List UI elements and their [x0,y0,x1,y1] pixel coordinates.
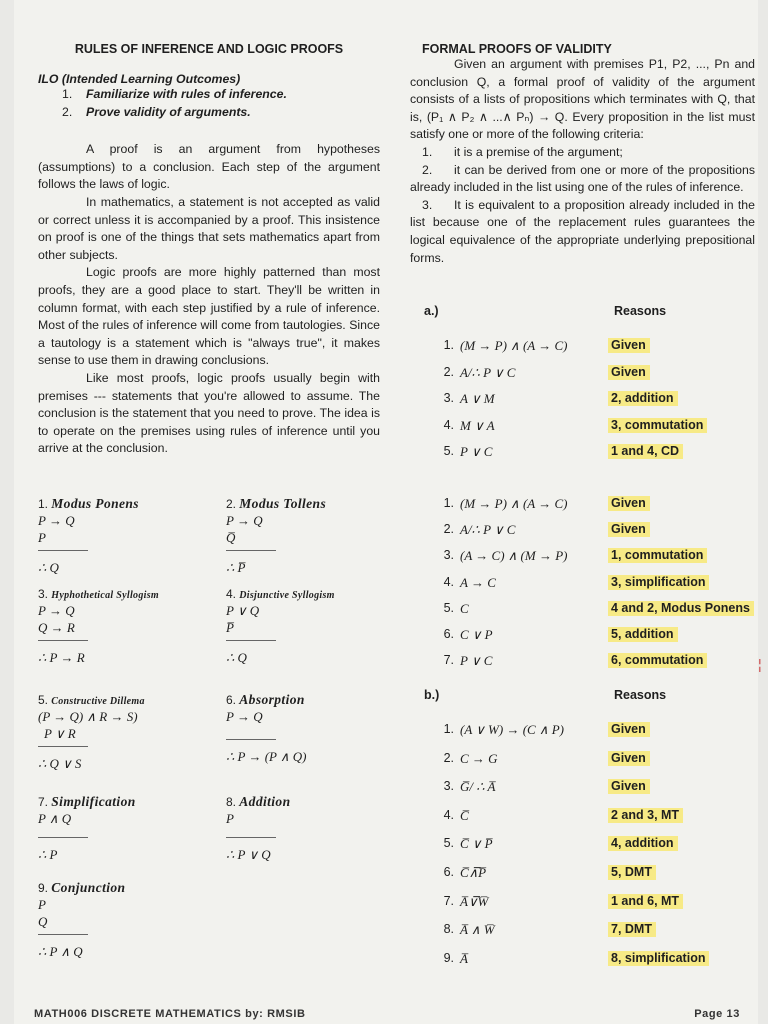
proof-row [410,922,755,940]
criteria-item: 3. It is equivalent to a proposition already included in the list because one of the replacement rules guarantees the logical equivalence of the appropriate underlying prepositional forms. [410,197,755,265]
step-statement: A/∴ P ∨ C [460,522,516,538]
step-reason: 2 and 3, MT [608,808,683,823]
step-reason: 4 and 2, Modus Ponens [608,601,754,616]
footer-course: MATH006 DISCRETE MATHEMATICS by: RMSIB [34,1008,306,1020]
step-reason: 1 and 6, MT [608,894,683,909]
rule-simplification: 7. Simplification P ∧ Q ∴ P [38,794,136,862]
reasons-header: Reasons [614,304,667,318]
margin-mark: ¦ [758,656,762,672]
proof-row [410,575,755,593]
step-reason: 1, commutation [608,548,707,563]
proof-row [410,627,755,645]
step-statement: C [460,600,469,616]
ilo-item: 2. Prove validity of arguments. [62,104,251,119]
step-reason: Given [608,522,650,537]
section-title: FORMAL PROOFS OF VALIDITY [422,42,612,56]
step-statement: M ∨ A [460,417,495,433]
step-number: 3. [443,548,454,563]
step-number: 6. [443,627,454,641]
step-number: 2. [443,750,454,765]
step-statement: C̅∧̅P̅ [460,865,487,880]
step-reason: 5, DMT [608,865,656,880]
step-number: 1. [443,496,454,510]
proof-row [410,522,755,540]
ilo-list [38,86,380,121]
step-reason: 3, commutation [608,418,707,433]
step-statement: (M → P) ∧ (A → C) [460,338,568,353]
ilo-heading: ILO (Intended Learning Outcomes) [38,72,241,86]
step-reason: Given [608,338,650,353]
step-number: 1. [443,338,454,352]
step-reason: Given [608,751,650,766]
reasons-header: Reasons [614,688,667,702]
step-reason: 7, DMT [608,922,656,937]
step-number: 2. [443,364,454,379]
step-statement: (M → P) ∧ (A → C) [460,496,568,511]
page-footer [34,1008,754,1020]
proof-row [410,836,755,854]
proof-row [410,894,755,912]
proof-row [410,365,755,383]
step-reason: 1 and 4, CD [608,444,683,459]
proof-b-label: b.) [424,688,440,702]
rule-hypothetical-syllogism: 3. Hyphothetical Syllogism P → Q Q → R ∴ P → R [38,587,160,665]
step-number: 8. [443,922,454,937]
proof-row [410,653,755,671]
proof-row [410,444,755,462]
step-number: 1. [443,722,454,736]
step-reason: Given [608,496,650,511]
left-column [38,36,380,959]
proof-row [410,865,755,883]
proof-row [410,951,755,969]
rule-conjunction: 9. Conjunction P Q ∴ P ∧ Q [38,880,126,959]
step-statement: C̅ [460,807,469,823]
paragraph: In mathematics, a statement is not accepted as valid or correct unless it is accompanied by a proof. This insistence on proof is one of the things that sets mathematics apart from other subjects. [38,194,380,262]
step-number: 4. [443,807,454,822]
step-statement: C → G [460,750,498,766]
step-number: 3. [443,391,454,405]
right-column [410,36,755,966]
step-statement: A → C [460,574,496,590]
ilo-item: 1. Familiarize with rules of inference. [62,87,287,101]
step-number: 4. [443,417,454,432]
proof-row [410,418,755,436]
step-statement: A̅∨̅W̅ [460,893,489,909]
step-reason: Given [608,722,650,737]
rule-disjunctive-syllogism: 4. Disjunctive Syllogism P ∨ Q P̅ ∴ Q [226,587,335,665]
proof-row [410,338,755,356]
intro-paragraph: Given an argument with premises P1, P2, ..., Pn and conclusion Q, a formal proof of validity of the argument consists of a lists of propositions which terminates with Q, that is, (P₁ ∧ P₂ ∧ ...∧ Pₙ) → Q. Every proposition in the list must satisfy one or more of the following criteria: [410,57,755,142]
rule-modus-ponens: 1. Modus Ponens P → Q P ∴ Q [38,496,139,575]
step-reason: 4, addition [608,836,678,851]
step-reason: 3, simplification [608,575,709,590]
step-statement: A̅ ∧ W̅ [460,922,495,938]
paragraph: A proof is an argument from hypotheses (assumptions) to a conclusion. Each step of the argument follows the laws of logic. [38,142,380,192]
proof-row [410,722,755,740]
step-reason: 6, commutation [608,653,707,668]
step-statement: C̅ ∨ P̅ [460,836,493,852]
step-number: 7. [443,653,454,668]
paragraph: Like most proofs, logic proofs usually begin with premises --- statements that you're allowed to assume. The conclusion is the statement that you need to prove. The idea is to operate on the premises using rules of inference until you arrive at the conclusion. [38,370,380,456]
rule-constructive-dilemma: 5. Constructive Dillema (P → Q) ∧ R → S) P ∨ R ∴ Q ∨ S [38,693,145,771]
criteria-item: 2. it can be derived from one or more of the propositions already included in the list using one of the rules of inference. [410,162,755,195]
criteria-item: 1. it is a premise of the argument; [422,144,623,159]
paragraph: Logic proofs are more highly patterned than most proofs, they are a good place to start. They'll be written in column format, with each step justified by a rule of inference. Most of the rules of inference will come from tautologies. Since a tautology is a statement which is "always true", it makes sense to use them in drawing conclusions. [38,265,380,368]
proof-row [410,496,755,514]
rule-modus-tollens: 2. Modus Tollens P → Q Q̅ ∴ P̅ [226,496,327,575]
page-number: Page 13 [694,1008,740,1020]
step-number: 7. [443,893,454,908]
step-number: 9. [443,950,454,965]
step-statement: C ∨ P [460,627,493,642]
proof-row [410,808,755,826]
step-statement: A/∴ P ∨ C [460,364,516,380]
step-statement: A ∨ M [460,391,495,406]
step-statement: G̅/ ∴ A̅ [460,779,496,795]
step-reason: Given [608,365,650,380]
step-reason: 8, simplification [608,951,709,966]
step-reason: Given [608,779,650,794]
step-number: 5. [443,600,454,615]
proof-row [410,751,755,769]
step-number: 2. [443,522,454,537]
step-number: 3. [443,779,454,794]
step-number: 5. [443,836,454,851]
rule-addition: 8. Addition P ∴ P ∨ Q [226,794,291,862]
proof-row [410,779,755,797]
step-number: 4. [443,574,454,589]
proof-a-label: a.) [424,304,439,318]
rule-absorption: 6. Absorption P → Q ∴ P → (P ∧ Q) [226,692,307,764]
section-title: RULES OF INFERENCE AND LOGIC PROOFS [74,42,344,56]
step-reason: 5, addition [608,627,678,642]
step-statement: P ∨ C [460,444,493,459]
step-reason: 2, addition [608,391,678,406]
step-statement: P ∨ C [460,653,493,669]
proof-row [410,601,755,619]
step-number: 5. [443,444,454,458]
step-number: 6. [443,865,454,879]
step-statement: A̅ [460,950,468,966]
step-statement: (A ∨ W) → (C ∧ P) [460,722,564,737]
document-page [14,0,762,1024]
proof-row [410,391,755,409]
proof-row [410,548,755,566]
step-statement: (A → C) ∧ (M → P) [460,548,568,564]
